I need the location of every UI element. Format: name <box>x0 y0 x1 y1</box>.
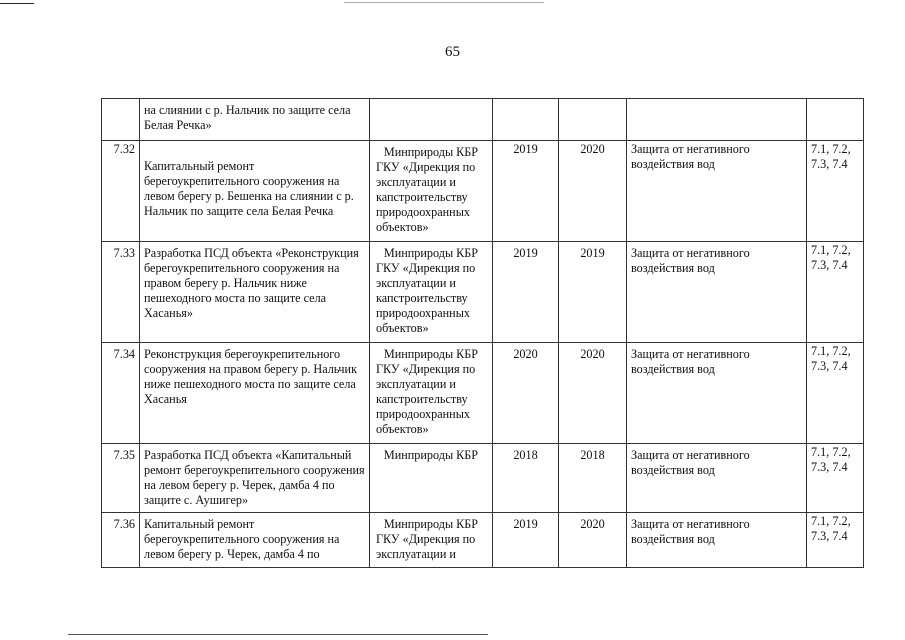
scan-artifact-top-center <box>344 2 544 3</box>
measure-name-cell: Разработка ПСД объекта «Реконструкция берегоукрепительного сооружения на правом берегу р. Нальчик ниже пешеходного моста по защите села Хасанья» <box>140 242 370 343</box>
executor-line: капстроительству <box>376 190 468 204</box>
year-start-cell: 2019 <box>493 513 559 568</box>
executor-line: объектов» <box>376 422 429 436</box>
measures-table <box>101 98 864 568</box>
executor-line: Минприроды КБР <box>383 517 479 531</box>
year-end-cell: 2018 <box>559 444 627 513</box>
page-number: 65 <box>445 44 460 60</box>
executor-line: эксплуатации и <box>376 547 456 561</box>
table-row <box>102 513 864 568</box>
measure-name-cell: на слиянии с р. Нальчик по защите села Белая Речка» <box>140 99 370 141</box>
row-number-cell: 7.35 <box>102 444 140 513</box>
indicators-cell <box>807 99 864 141</box>
measure-name-cell: Капитальный ремонт берегоукрепительного сооружения на левом берегу р. Бешенка на слиянии с р. Нальчик по защите села Белая Речка <box>140 141 370 242</box>
row-number-cell: 7.33 <box>102 242 140 343</box>
scan-artifact-bottom <box>68 634 488 635</box>
executor-line: Минприроды КБР <box>383 246 479 260</box>
indicators-cell: 7.1, 7.2, 7.3, 7.4 <box>807 343 864 444</box>
executor-line: объектов» <box>376 321 429 335</box>
indicators-cell: 7.1, 7.2, 7.3, 7.4 <box>807 444 864 513</box>
table-row <box>102 141 864 242</box>
table-row <box>102 99 864 141</box>
table-row <box>102 343 864 444</box>
executor-cell <box>370 242 493 343</box>
executor-line: эксплуатации и <box>376 175 456 189</box>
year-start-cell: 2019 <box>493 242 559 343</box>
year-start-cell: 2019 <box>493 141 559 242</box>
executor-line: эксплуатации и <box>376 377 456 391</box>
indicators-cell: 7.1, 7.2, 7.3, 7.4 <box>807 513 864 568</box>
goal-cell: Защита от негативного воздействия вод <box>627 343 807 444</box>
executor-line: Минприроды КБР <box>383 145 479 159</box>
executor-line: ГКУ «Дирекция по <box>376 160 476 174</box>
executor-line: природоохранных <box>376 205 470 219</box>
executor-cell <box>370 99 493 141</box>
executor-line: ГКУ «Дирекция по <box>376 362 476 376</box>
year-end-cell: 2020 <box>559 513 627 568</box>
table-body <box>102 99 864 568</box>
indicators-cell: 7.1, 7.2, 7.3, 7.4 <box>807 242 864 343</box>
table-row <box>102 242 864 343</box>
indicators-cell: 7.1, 7.2, 7.3, 7.4 <box>807 141 864 242</box>
year-end-cell: 2019 <box>559 242 627 343</box>
measure-name-cell: Капитальный ремонт берегоукрепительного сооружения на левом берегу р. Черек, дамба 4 по <box>140 513 370 568</box>
measure-name-cell: Разработка ПСД объекта «Капитальный ремонт берегоукрепительного сооружения на левом берегу р. Черек, дамба 4 по защите с. Аушигер» <box>140 444 370 513</box>
scan-artifact-top-left <box>0 3 34 4</box>
goal-cell: Защита от негативного воздействия вод <box>627 513 807 568</box>
year-end-cell: 2020 <box>559 343 627 444</box>
goal-cell: Защита от негативного воздействия вод <box>627 444 807 513</box>
executor-line: ГКУ «Дирекция по <box>376 261 476 275</box>
row-number-cell: 7.36 <box>102 513 140 568</box>
row-number-cell <box>102 99 140 141</box>
year-end-cell <box>559 99 627 141</box>
goal-cell: Защита от негативного воздействия вод <box>627 242 807 343</box>
executor-cell <box>370 444 493 513</box>
year-start-cell: 2020 <box>493 343 559 444</box>
executor-line: Минприроды КБР <box>383 347 479 361</box>
executor-cell <box>370 141 493 242</box>
executor-line: объектов» <box>376 220 429 234</box>
executor-line: капстроительству <box>376 392 468 406</box>
executor-line: капстроительству <box>376 291 468 305</box>
year-start-cell: 2018 <box>493 444 559 513</box>
executor-line: ГКУ «Дирекция по <box>376 532 476 546</box>
executor-line: эксплуатации и <box>376 276 456 290</box>
goal-cell: Защита от негативного воздействия вод <box>627 141 807 242</box>
row-number-cell: 7.34 <box>102 343 140 444</box>
executor-line: Минприроды КБР <box>383 448 479 462</box>
executor-line: природоохранных <box>376 306 470 320</box>
measure-name-cell: Реконструкция берегоукрепительного сооружения на правом берегу р. Нальчик ниже пешеходного моста по защите села Хасанья <box>140 343 370 444</box>
year-start-cell <box>493 99 559 141</box>
goal-cell <box>627 99 807 141</box>
executor-cell <box>370 343 493 444</box>
year-end-cell: 2020 <box>559 141 627 242</box>
executor-cell <box>370 513 493 568</box>
row-number-cell: 7.32 <box>102 141 140 242</box>
table-row <box>102 444 864 513</box>
executor-line: природоохранных <box>376 407 470 421</box>
